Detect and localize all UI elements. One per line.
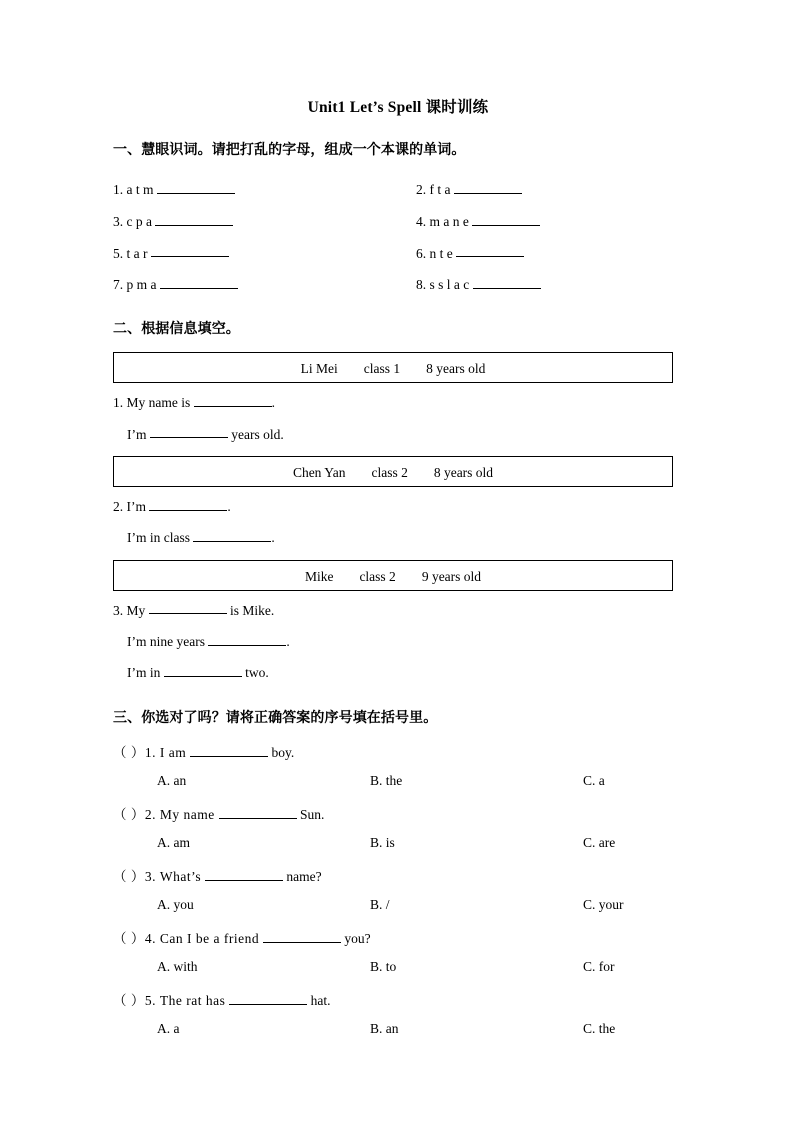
- fill-line: [113, 393, 683, 410]
- word-item: [113, 268, 398, 300]
- answer-blank[interactable]: [194, 393, 272, 407]
- answer-blank[interactable]: [263, 929, 341, 943]
- section-3-heading: 三、你选对了吗？请将正确答案的序号填在括号里。: [113, 708, 438, 725]
- option-c[interactable]: C. your: [583, 896, 624, 912]
- option-a[interactable]: A. a: [157, 1020, 180, 1036]
- word-item-label: 8. s s l a c: [416, 277, 473, 293]
- answer-blank[interactable]: [473, 275, 541, 289]
- answer-blank[interactable]: [229, 991, 307, 1005]
- fill-line-text: I’m: [127, 426, 150, 442]
- answer-blank[interactable]: [205, 867, 283, 881]
- word-item: [113, 173, 398, 205]
- fill-line-text: I’m in class: [127, 530, 194, 546]
- option-row: [113, 959, 683, 975]
- fill-line-tail: .: [227, 498, 231, 514]
- option-a[interactable]: A. am: [157, 834, 190, 850]
- answer-blank[interactable]: [149, 601, 227, 615]
- info-class: class 2: [359, 568, 396, 584]
- multiple-choice-question: [113, 741, 683, 761]
- fill-line: [113, 663, 683, 680]
- word-item-label: 5. t a r: [113, 245, 151, 261]
- option-b[interactable]: B. an: [370, 1020, 399, 1036]
- multiple-choice-question: [113, 989, 683, 1009]
- word-item-label: 4. m a n e: [416, 213, 473, 229]
- info-name: Mike: [304, 568, 334, 584]
- info-box-2: [113, 456, 673, 487]
- answer-blank[interactable]: [164, 663, 242, 677]
- option-row: [113, 835, 683, 851]
- multiple-choice-question: [113, 803, 683, 823]
- fill-line-text: 2. I’m: [113, 498, 150, 514]
- option-row: [113, 897, 683, 913]
- info-age: 9 years old: [421, 568, 482, 584]
- answer-blank[interactable]: [151, 244, 229, 258]
- info-name: Chen Yan: [292, 464, 346, 480]
- info-name: Li Mei: [300, 361, 338, 377]
- answer-paren[interactable]: （ ）5. The rat has: [113, 992, 230, 1008]
- answer-blank[interactable]: [208, 632, 286, 646]
- table-row: [113, 205, 683, 237]
- option-b[interactable]: B. /: [370, 896, 390, 912]
- option-c[interactable]: C. the: [583, 1020, 616, 1036]
- answer-blank[interactable]: [155, 212, 233, 226]
- answer-blank[interactable]: [149, 497, 227, 511]
- answer-blank[interactable]: [456, 244, 524, 258]
- answer-paren[interactable]: （ ）2. My name: [113, 806, 219, 822]
- word-item-label: 2. f t a: [416, 181, 454, 197]
- option-a[interactable]: A. you: [157, 896, 194, 912]
- fill-line: [113, 497, 683, 514]
- answer-blank[interactable]: [454, 180, 522, 194]
- word-item: [113, 237, 398, 269]
- option-b[interactable]: B. is: [370, 834, 395, 850]
- info-class: class 2: [371, 464, 408, 480]
- word-item: [398, 237, 683, 269]
- question-tail: Sun.: [296, 806, 325, 822]
- fill-line-text: I’m in: [127, 665, 164, 681]
- fill-line-text: I’m nine years: [127, 633, 209, 649]
- question-tail: name?: [283, 868, 322, 884]
- multiple-choice-question: [113, 865, 683, 885]
- fill-line-text: 1. My name is: [113, 395, 194, 411]
- word-item-label: 7. p m a: [113, 277, 160, 293]
- table-row: [113, 237, 683, 269]
- word-item: [113, 205, 398, 237]
- section-1-heading: 一、慧眼识词。请把打乱的字母，组成一个本课的单词。: [113, 141, 466, 157]
- option-row: [113, 1021, 683, 1037]
- fill-line-tail: two.: [241, 665, 269, 681]
- answer-paren[interactable]: （ ）3. What’s: [113, 868, 205, 884]
- answer-blank[interactable]: [193, 528, 271, 542]
- table-row: [113, 268, 683, 300]
- fill-line-tail: is Mike.: [226, 602, 275, 618]
- option-row: [113, 773, 683, 789]
- fill-line: [113, 601, 683, 618]
- question-tail: you?: [340, 930, 371, 946]
- document-content: [113, 95, 683, 1051]
- question-tail: boy.: [268, 744, 295, 760]
- page-title: Unit1 Let’s Spell 课时训练: [307, 99, 489, 116]
- fill-line: [113, 528, 683, 545]
- option-b[interactable]: B. to: [370, 958, 397, 974]
- fill-line: [113, 425, 683, 442]
- table-row: [113, 173, 683, 205]
- word-item-label: 1. a t m: [113, 181, 157, 197]
- info-age: 8 years old: [433, 464, 494, 480]
- word-item-label: 6. n t e: [416, 245, 457, 261]
- answer-blank[interactable]: [150, 425, 228, 439]
- option-a[interactable]: A. an: [157, 772, 187, 788]
- fill-line: [113, 632, 683, 649]
- word-item-label: 3. c p a: [113, 213, 156, 229]
- answer-blank[interactable]: [157, 180, 235, 194]
- word-scramble-grid: [113, 173, 683, 300]
- answer-blank[interactable]: [472, 212, 540, 226]
- option-b[interactable]: B. the: [370, 772, 403, 788]
- answer-blank[interactable]: [190, 743, 268, 757]
- fill-line-tail: years old.: [227, 426, 284, 442]
- fill-line-tail: .: [286, 633, 290, 649]
- word-item: [398, 268, 683, 300]
- info-class: class 1: [363, 361, 401, 377]
- option-a[interactable]: A. with: [157, 958, 198, 974]
- answer-paren[interactable]: （ ）1. I am: [113, 744, 191, 760]
- info-box-1: [113, 352, 673, 383]
- fill-line-text: 3. My: [113, 602, 149, 618]
- answer-blank[interactable]: [219, 805, 297, 819]
- word-item: [398, 173, 683, 205]
- multiple-choice-question: [113, 927, 683, 947]
- info-age: 8 years old: [426, 361, 486, 377]
- option-c[interactable]: C. for: [583, 958, 615, 974]
- fill-line-tail: .: [271, 530, 275, 546]
- option-c[interactable]: C. are: [583, 834, 616, 850]
- question-tail: hat.: [307, 992, 331, 1008]
- section-2-heading: 二、根据信息填空。: [113, 320, 240, 337]
- fill-line-tail: .: [271, 395, 275, 411]
- info-box-3: [113, 560, 673, 591]
- word-item: [398, 205, 683, 237]
- option-c[interactable]: C. a: [583, 772, 605, 788]
- answer-blank[interactable]: [160, 275, 238, 289]
- answer-paren[interactable]: （ ）4. Can I be a friend: [113, 930, 263, 946]
